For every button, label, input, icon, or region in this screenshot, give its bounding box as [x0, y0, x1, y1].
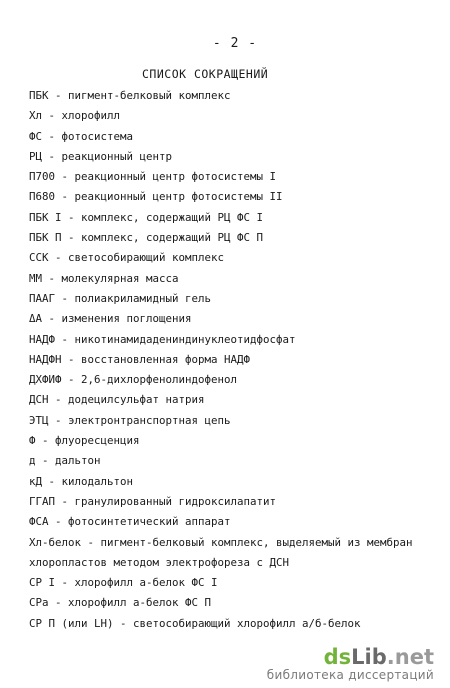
abbreviation-entry: д - дальтон	[29, 454, 101, 468]
abbreviation-list	[29, 86, 440, 634]
page-title: СПИСОК СОКРАЩЕНИЙ	[142, 67, 269, 81]
abbreviation-entry: ДСН - додецилсульфат натрия	[29, 393, 205, 407]
abbreviation-entry: ПБК П - комплекс, содержащий РЦ ФС П	[29, 231, 264, 245]
abbreviation-entry: Хл - хлорофилл	[29, 109, 121, 123]
abbreviation-entry: НАДФ - никотинамидадениндинуклеотидфосфат	[29, 332, 296, 346]
watermark-logo	[267, 646, 434, 668]
watermark-logo-lib: Lib	[351, 645, 387, 669]
abbreviation-entry: ПААГ - полиакриламидный гель	[29, 291, 212, 305]
watermark-logo-ds: ds	[323, 645, 352, 669]
abbreviation-entry: ПБК - пигмент-белковый комплекс	[29, 89, 231, 102]
abbreviation-entry: П700 - реакционный центр фотосистемы I	[29, 170, 277, 184]
abbreviation-entry: ЭТЦ - электронтранспортная цепь	[29, 413, 231, 427]
watermark	[267, 646, 434, 682]
page-number: - 2 -	[212, 36, 258, 51]
abbreviation-entry: кД - килодальтон	[29, 474, 134, 488]
abbreviation-entry: СРа - хлорофилл а-белок ФС П	[29, 596, 212, 610]
abbreviation-entry: Хл-белок - пигмент-белковый комплекс, выделяемый из мембран	[29, 535, 413, 549]
abbreviation-entry: ДХФИФ - 2,6-дихлорфенолиндофенол	[29, 373, 238, 387]
abbreviation-entry: СР I - хлорофилл а-белок ФС I	[29, 576, 218, 590]
abbreviation-entry: ПБК I - комплекс, содержащий РЦ ФС I	[29, 210, 264, 224]
watermark-logo-tld: .net	[386, 645, 434, 669]
abbreviation-entry: ФС - фотосистема	[29, 129, 134, 143]
abbreviation-entry: ГГАП - гранулированный гидроксилапатит	[29, 494, 277, 508]
abbreviation-entry: ΔА - изменения поглощения	[29, 312, 192, 326]
abbreviation-entry: ММ - молекулярная масса	[29, 271, 179, 285]
abbreviation-entry: НАДФН - восстановленная форма НАДФ	[29, 352, 251, 366]
abbreviation-entry: ФСА - фотосинтетический аппарат	[29, 515, 231, 529]
abbreviation-entry: Ф - флуоресценция	[29, 434, 140, 448]
abbreviation-entry: СР П (или LН) - светособирающий хлорофилл а/б-белок	[29, 616, 361, 630]
watermark-subtitle: библиотека диссертаций	[266, 668, 434, 682]
abbreviation-entry: хлоропластов методом электрофореза с ДСН	[29, 555, 290, 569]
abbreviation-entry: РЦ - реакционный центр	[29, 149, 173, 163]
abbreviation-entry: ССК - светособирающий комплекс	[29, 251, 225, 265]
abbreviation-entry: П680 - реакционный центр фотосистемы II	[29, 190, 283, 204]
